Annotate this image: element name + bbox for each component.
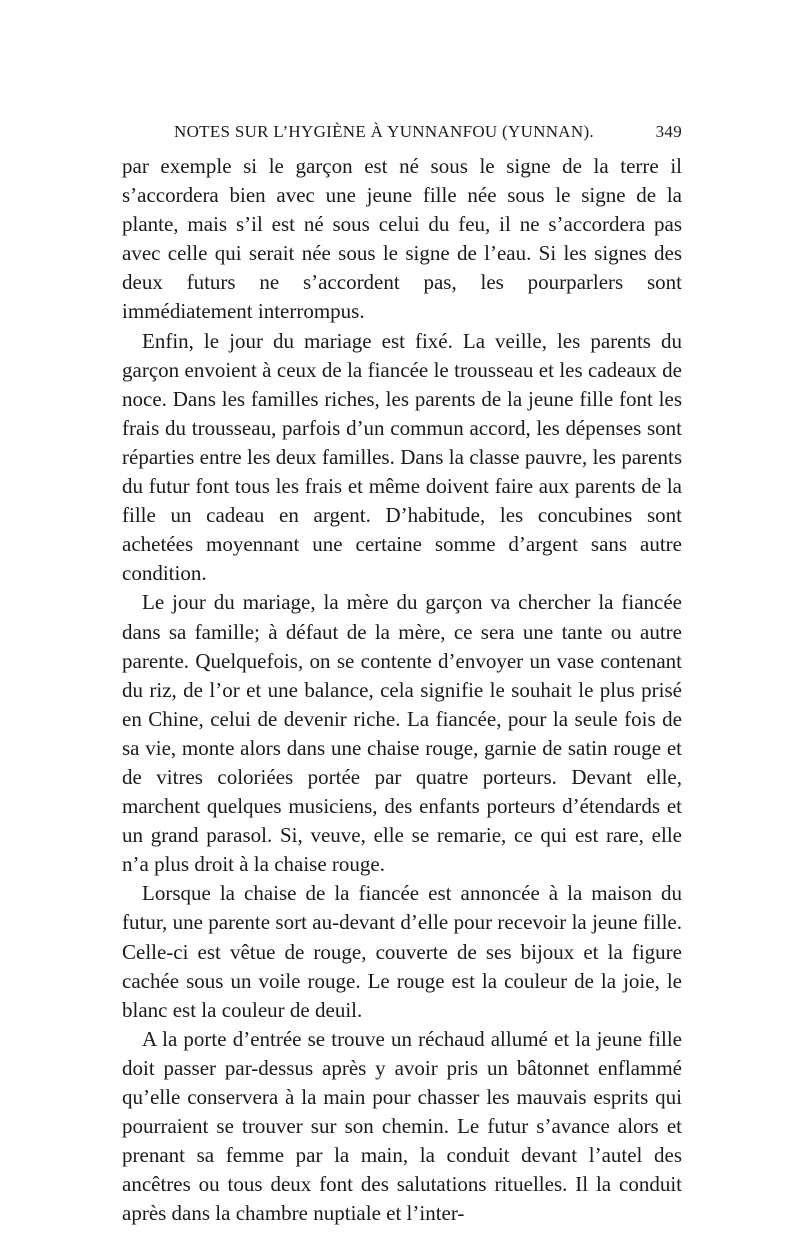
paragraph-wedding-day-fixed: Enfin, le jour du mariage est fixé. La veille, les parents du garçon envoient à ceux de la fiancée le trousseau et les cadeaux de noce. Dans les familles riches, les parents de la jeune fille font les frais du trousseau, parfois d’un commun accord, les dépenses sont réparties entre les deux familles. Dans la classe pauvre, les parents du futur font tous les frais et même doivent faire aux parents de la fille un cadeau en argent. D’habitude, les concubines sont achetées moyennant une certaine somme d’argent sans autre condition. [122, 328, 682, 586]
running-title: NOTES SUR L’HYGIÈNE À YUNNANFOU (YUNNAN). [174, 122, 594, 141]
paragraph-brazier-ritual: A la porte d’entrée se trouve un réchaud allumé et la jeune fille doit passer par-dessus après y avoir pris un bâtonnet enflammé qu’elle conservera à la main pour chasser les mauvais esprits qui pourraient se trouver sur son chemin. Le futur s’avance alors et prenant sa femme par la main, la conduit devant l’autel des ancêtres ou tous deux font des salutations rituelles. Il la conduit après dans la chambre nuptiale et l’inter- [122, 1026, 682, 1226]
paragraph-bride-fetched: Le jour du mariage, la mère du garçon va chercher la fiancée dans sa famille; à défaut de la mère, ce sera une tante ou autre parente. Quelquefois, on se contente d’envoyer un vase contenant du riz, de l’or et une balance, cela signifie le souhait le plus prisé en Chine, celui de devenir riche. La fiancée, pour la seule fois de sa vie, monte alors dans une chaise rouge, garnie de satin rouge et de vitres coloriées portée par quatre porteurs. Devant elle, marchent quelques musiciens, des enfants porteurs d’étendards et un grand parasol. Si, veuve, elle se remarie, ce qui est rare, elle n’a plus droit à la chaise rouge. [122, 590, 682, 877]
paragraph-continued: par exemple si le garçon est né sous le signe de la terre il s’accordera bien avec une jeune fille née sous le signe de la plante, mais s’il est né sous celui du feu, il ne s’accordera pas avec celle qui serait née sous le signe de l’eau. Si les signes des deux futurs ne s’accordent pas, les pourparlers sont immédiatement interrompus. [122, 154, 682, 324]
running-header [122, 118, 682, 148]
body-text [122, 152, 682, 1228]
paragraph-bride-arrival: Lorsque la chaise de la fiancée est annoncée à la maison du futur, une parente sort au-devant d’elle pour recevoir la jeune fille. Celle-ci est vêtue de rouge, couverte de ses bijoux et la figure cachée sous un voile rouge. Le rouge est la couleur de la joie, le blanc est la couleur de deuil. [122, 881, 682, 1022]
book-page [122, 118, 682, 1228]
page-number: 349 [655, 122, 682, 141]
